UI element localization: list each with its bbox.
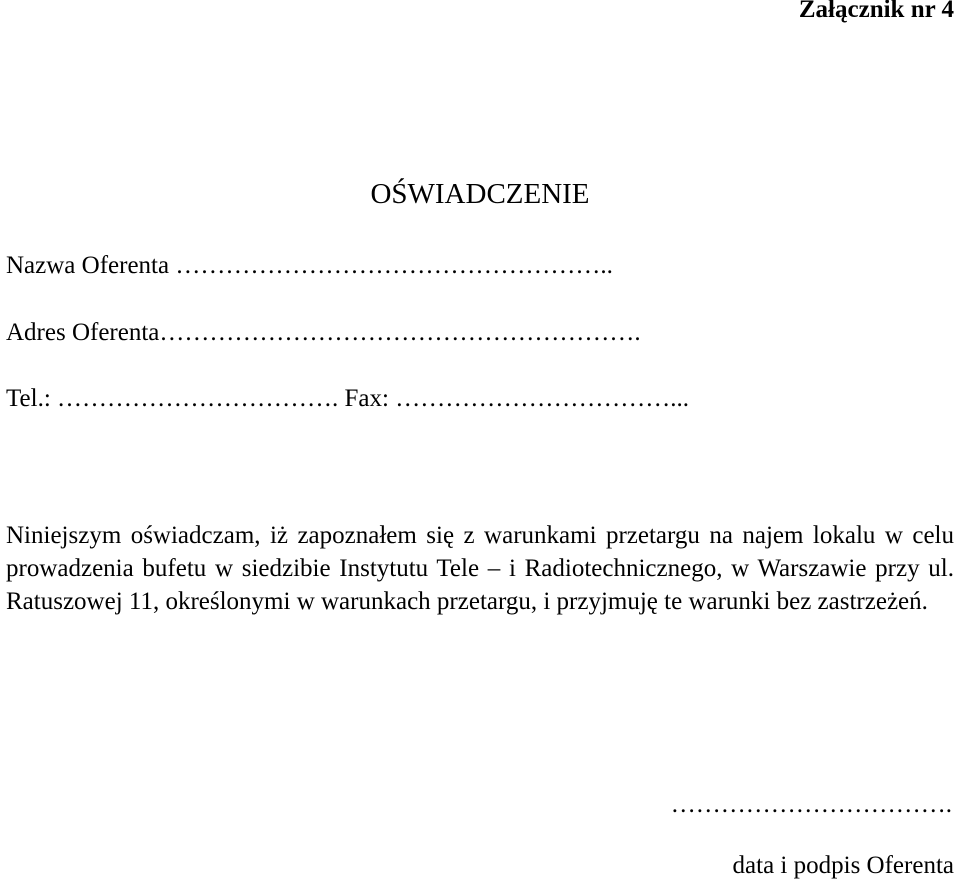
- bidder-name-field: Nazwa Oferenta ……………………………………………..: [6, 252, 613, 279]
- document-title: OŚWIADCZENIE: [370, 178, 590, 210]
- signature-label: data i podpis Oferenta: [732, 852, 954, 879]
- signature-line: …………………………….: [670, 791, 952, 818]
- phone-fax-field: Tel.: ……………………………. Fax: ……………………………...: [6, 385, 689, 412]
- attachment-number: Załącznik nr 4: [798, 0, 954, 23]
- declaration-text: Niniejszym oświadczam, iż zapoznałem się z warunkami przetargu na najem lokalu w celu prowadzenia bufetu w siedzibie Instytutu Tele – i Radiotechnicznego, w Warszawie przy ul. Ratuszowej 11, określonymi w warunkach przetargu, i przyjmuję te warunki bez zastrzeżeń.: [6, 522, 954, 615]
- bidder-address-field: Adres Oferenta………………………………………………….: [6, 319, 641, 346]
